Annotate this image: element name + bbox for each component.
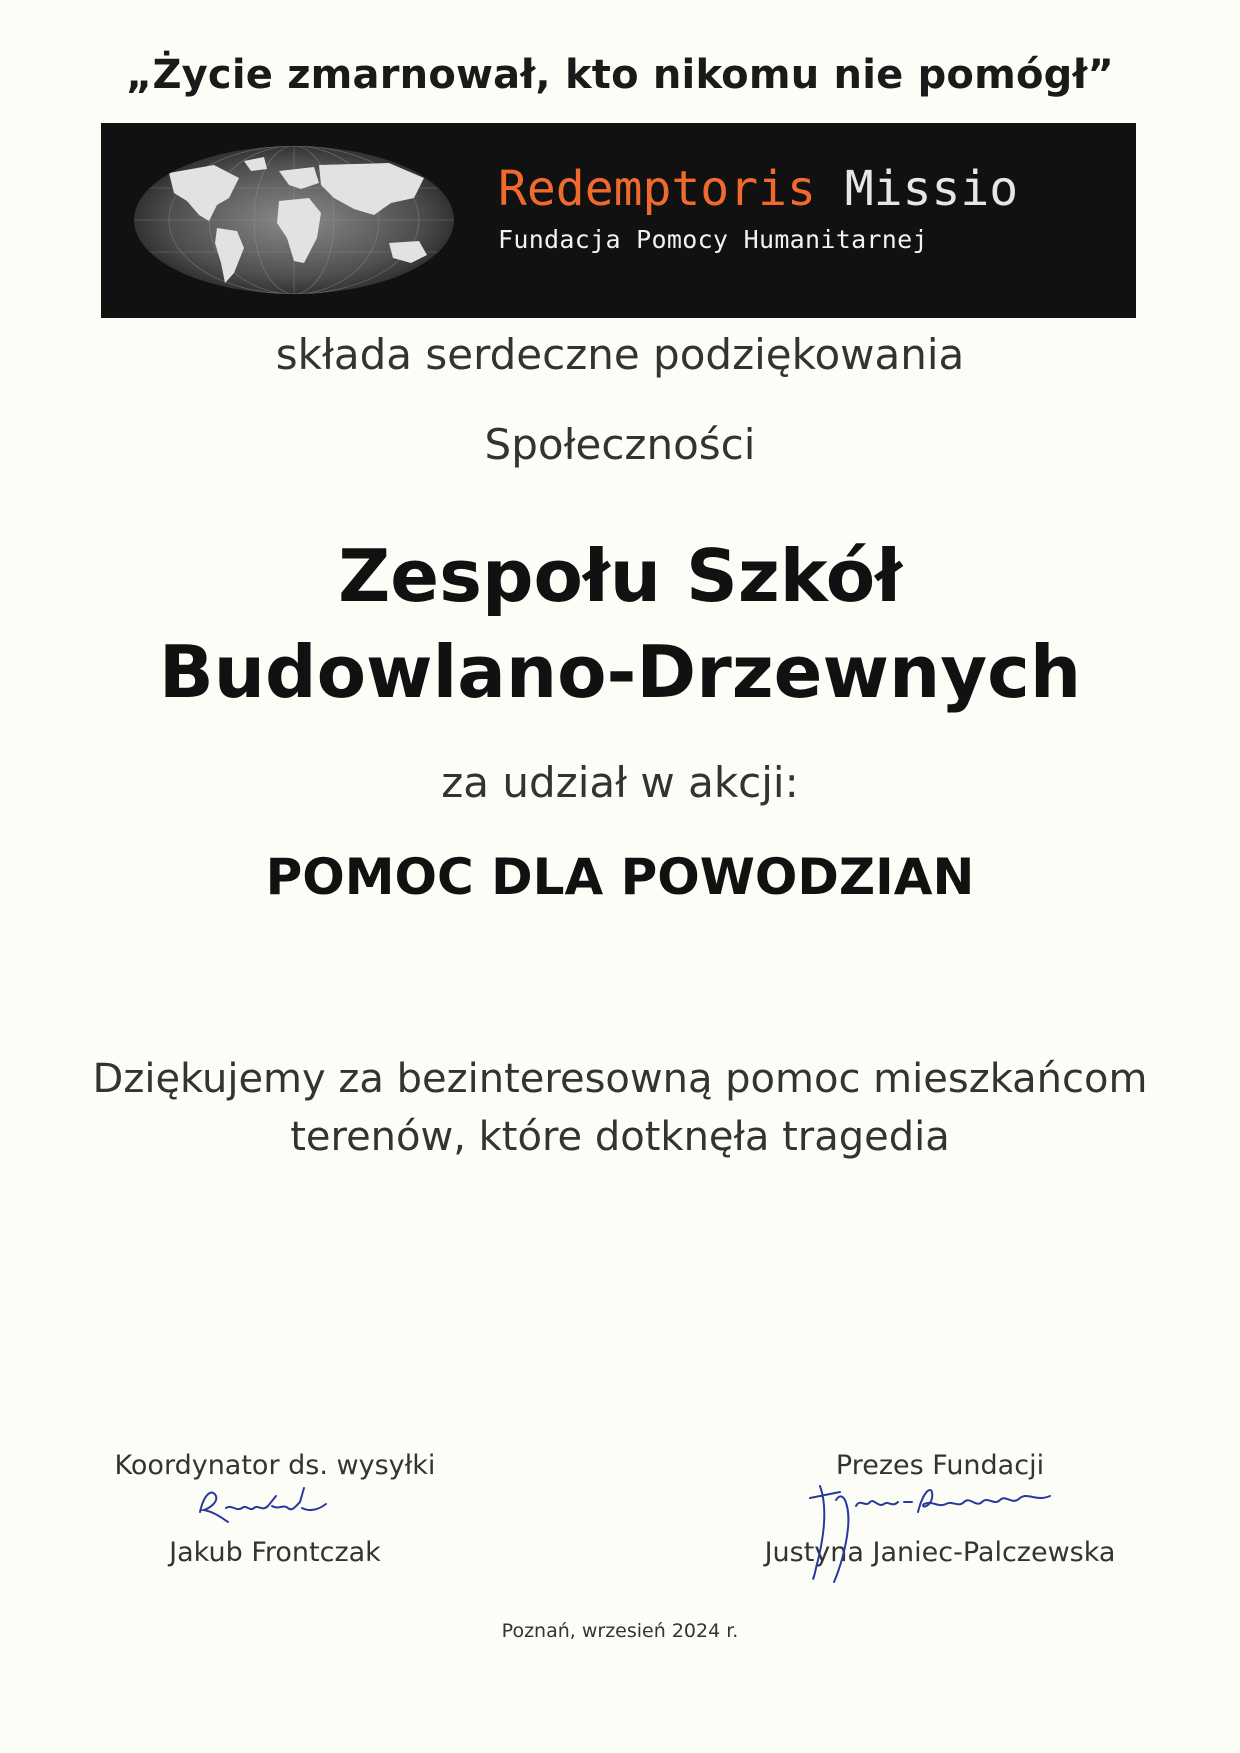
- brand-name-orange: Redemptoris: [498, 161, 816, 217]
- school-name-line2: Budowlano-Drzewnych: [158, 630, 1082, 714]
- participation-line: za udział w akcji:: [441, 758, 799, 807]
- foundation-brand: [498, 161, 1018, 254]
- place-date: Poznań, wrzesień 2024 r.: [501, 1620, 739, 1642]
- handwritten-signature-coordinator: [192, 1482, 332, 1527]
- handwritten-signature-president: [800, 1478, 1080, 1588]
- signature-title-coordinator: Koordynator ds. wysyłki: [114, 1450, 436, 1481]
- school-name-line1: Zespołu Szkół: [338, 534, 902, 618]
- school-name: [0, 528, 1240, 720]
- thanks-line: składa serdeczne podziękowania: [275, 330, 965, 379]
- brand-subtitle: Fundacja Pomocy Humanitarnej: [498, 225, 928, 254]
- community-line: Społeczności: [484, 420, 756, 469]
- signature-name-coordinator: Jakub Frontczak: [169, 1537, 381, 1568]
- gratitude-line1: Dziękujemy za bezinteresowną pomoc mieszkańcom: [92, 1056, 1148, 1102]
- foundation-banner: [101, 123, 1136, 318]
- world-map-globe-icon: [129, 143, 459, 298]
- signature-title-president: Prezes Fundacji: [835, 1450, 1045, 1481]
- action-title: POMOC DLA POWODZIAN: [265, 848, 975, 906]
- signature-name-president: Justyna Janiec-Palczewska: [764, 1537, 1116, 1568]
- brand-name-white: Missio: [844, 161, 1019, 217]
- gratitude-text: [0, 1050, 1240, 1166]
- gratitude-line2: terenów, które dotknęła tragedia: [290, 1114, 950, 1160]
- motto-heading: „Życie zmarnował, kto nikomu nie pomógł”: [125, 52, 1115, 98]
